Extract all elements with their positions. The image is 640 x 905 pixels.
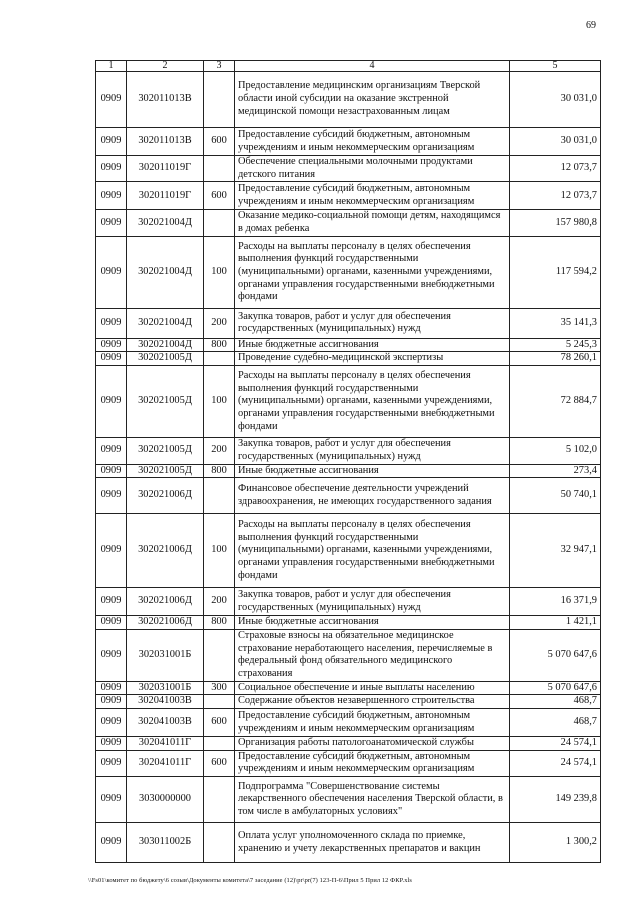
target-code-cell: 302021005Д [127, 366, 204, 438]
table-row [96, 182, 601, 210]
amount-cell: 468,7 [510, 695, 601, 709]
target-code-cell: 302021004Д [127, 210, 204, 236]
footer-file-path: \\Fs01\комитет по бюджету\6 созыв\Документы комитета\7 заседание (12)\pr\pr(7) 123-П-6\Прил 5 Прил 12 ФКР.xls [88, 877, 412, 884]
amount-cell: 35 141,3 [510, 308, 601, 338]
table-row [96, 588, 601, 616]
section-code-cell: 0909 [96, 352, 127, 366]
table-row [96, 210, 601, 236]
section-code-cell: 0909 [96, 366, 127, 438]
description-cell: Расходы на выплаты персоналу в целях обеспечения выполнения функций государственными (муниципальными) органами, казенными учреждениями, органами управления государственными внебюджетными фондами [235, 514, 510, 588]
expense-type-cell: 200 [204, 438, 235, 464]
expense-type-cell: 300 [204, 681, 235, 695]
section-code-cell: 0909 [96, 737, 127, 751]
page-number: 69 [586, 20, 596, 31]
expense-type-cell [204, 629, 235, 681]
section-code-cell: 0909 [96, 681, 127, 695]
target-code-cell: 302021006Д [127, 616, 204, 630]
description-cell: Обеспечение специальными молочными продуктами детского питания [235, 156, 510, 182]
target-code-cell: 302021004Д [127, 308, 204, 338]
table-row [96, 338, 601, 352]
budget-table [95, 60, 601, 863]
amount-cell: 30 031,0 [510, 128, 601, 156]
amount-cell: 24 574,1 [510, 737, 601, 751]
table-row [96, 695, 601, 709]
description-cell: Иные бюджетные ассигнования [235, 464, 510, 478]
section-code-cell: 0909 [96, 156, 127, 182]
description-cell: Предоставление субсидий бюджетным, автономным учреждениям и иным некоммерческим организациям [235, 128, 510, 156]
target-code-cell: 302021006Д [127, 588, 204, 616]
expense-type-cell [204, 352, 235, 366]
amount-cell: 32 947,1 [510, 514, 601, 588]
table-row [96, 438, 601, 464]
description-cell: Предоставление медицинским организациям Тверской области иной субсидии на оказание экстренной медицинской помощи незастрахованным лицам [235, 72, 510, 128]
expense-type-cell: 100 [204, 514, 235, 588]
section-code-cell: 0909 [96, 629, 127, 681]
amount-cell: 12 073,7 [510, 182, 601, 210]
section-code-cell: 0909 [96, 72, 127, 128]
column-header: 4 [235, 61, 510, 72]
description-cell: Страховые взносы на обязательное медицинское страхование неработающего населения, перечисляемые в федеральный фонд обязательного медицинского страхования [235, 629, 510, 681]
section-code-cell: 0909 [96, 823, 127, 863]
expense-type-cell [204, 478, 235, 514]
section-code-cell: 0909 [96, 128, 127, 156]
expense-type-cell: 600 [204, 128, 235, 156]
amount-cell: 157 980,8 [510, 210, 601, 236]
description-cell: Закупка товаров, работ и услуг для обеспечения государственных (муниципальных) нужд [235, 438, 510, 464]
table-row [96, 464, 601, 478]
description-cell: Расходы на выплаты персоналу в целях обеспечения выполнения функций государственными (муниципальными) органами, казенными учреждениями, органами управления государственными внебюджетными фондами [235, 366, 510, 438]
expense-type-cell [204, 777, 235, 823]
amount-cell: 5 245,3 [510, 338, 601, 352]
section-code-cell: 0909 [96, 338, 127, 352]
description-cell: Содержание объектов незавершенного строительства [235, 695, 510, 709]
expense-type-cell [204, 737, 235, 751]
section-code-cell: 0909 [96, 750, 127, 776]
section-code-cell: 0909 [96, 464, 127, 478]
description-cell: Проведение судебно-медицинской экспертизы [235, 352, 510, 366]
expense-type-cell [204, 72, 235, 128]
target-code-cell: 302011013В [127, 72, 204, 128]
expense-type-cell [204, 823, 235, 863]
expense-type-cell: 800 [204, 464, 235, 478]
column-header: 1 [96, 61, 127, 72]
target-code-cell: 302021004Д [127, 338, 204, 352]
table-row [96, 629, 601, 681]
table-row [96, 737, 601, 751]
amount-cell: 5 070 647,6 [510, 681, 601, 695]
table-row [96, 777, 601, 823]
expense-type-cell: 800 [204, 338, 235, 352]
amount-cell: 1 421,1 [510, 616, 601, 630]
description-cell: Закупка товаров, работ и услуг для обеспечения государственных (муниципальных) нужд [235, 308, 510, 338]
description-cell: Закупка товаров, работ и услуг для обеспечения государственных (муниципальных) нужд [235, 588, 510, 616]
amount-cell: 468,7 [510, 709, 601, 737]
table-row [96, 514, 601, 588]
target-code-cell: 302041003В [127, 709, 204, 737]
expense-type-cell: 800 [204, 616, 235, 630]
amount-cell: 117 594,2 [510, 236, 601, 308]
expense-type-cell: 200 [204, 308, 235, 338]
target-code-cell: 302011019Г [127, 156, 204, 182]
target-code-cell: 302021006Д [127, 478, 204, 514]
section-code-cell: 0909 [96, 210, 127, 236]
target-code-cell: 302041011Г [127, 750, 204, 776]
amount-cell: 24 574,1 [510, 750, 601, 776]
table-row [96, 308, 601, 338]
target-code-cell: 302031001Б [127, 629, 204, 681]
table-header-row [96, 61, 601, 72]
amount-cell: 149 239,8 [510, 777, 601, 823]
target-code-cell: 302021005Д [127, 464, 204, 478]
amount-cell: 5 102,0 [510, 438, 601, 464]
description-cell: Предоставление субсидий бюджетным, автономным учреждениям и иным некоммерческим организациям [235, 709, 510, 737]
table-row [96, 366, 601, 438]
amount-cell: 5 070 647,6 [510, 629, 601, 681]
target-code-cell: 302031001Б [127, 681, 204, 695]
section-code-cell: 0909 [96, 616, 127, 630]
section-code-cell: 0909 [96, 308, 127, 338]
expense-type-cell: 200 [204, 588, 235, 616]
expense-type-cell [204, 156, 235, 182]
expense-type-cell: 600 [204, 182, 235, 210]
amount-cell: 78 260,1 [510, 352, 601, 366]
target-code-cell: 303011002Б [127, 823, 204, 863]
table-row [96, 352, 601, 366]
target-code-cell: 302041003В [127, 695, 204, 709]
section-code-cell: 0909 [96, 478, 127, 514]
target-code-cell: 302041011Г [127, 737, 204, 751]
section-code-cell: 0909 [96, 236, 127, 308]
table-row [96, 478, 601, 514]
amount-cell: 30 031,0 [510, 72, 601, 128]
expense-type-cell: 100 [204, 236, 235, 308]
table-row [96, 681, 601, 695]
table-row [96, 823, 601, 863]
section-code-cell: 0909 [96, 588, 127, 616]
section-code-cell: 0909 [96, 182, 127, 210]
description-cell: Финансовое обеспечение деятельности учреждений здравоохранения, не имеющих государственного задания [235, 478, 510, 514]
target-code-cell: 302021006Д [127, 514, 204, 588]
description-cell: Иные бюджетные ассигнования [235, 616, 510, 630]
column-header: 5 [510, 61, 601, 72]
table-row [96, 72, 601, 128]
expense-type-cell: 100 [204, 366, 235, 438]
expense-type-cell [204, 210, 235, 236]
amount-cell: 1 300,2 [510, 823, 601, 863]
target-code-cell: 302021005Д [127, 352, 204, 366]
target-code-cell: 302011019Г [127, 182, 204, 210]
table-row [96, 709, 601, 737]
section-code-cell: 0909 [96, 709, 127, 737]
description-cell: Подпрограмма "Совершенствование системы лекарственного обеспечения населения Тверской области, в том числе в амбулаторных условиях" [235, 777, 510, 823]
target-code-cell: 302021005Д [127, 438, 204, 464]
description-cell: Предоставление субсидий бюджетным, автономным учреждениям и иным некоммерческим организациям [235, 182, 510, 210]
description-cell: Организация работы патологоанатомической службы [235, 737, 510, 751]
amount-cell: 72 884,7 [510, 366, 601, 438]
table-row [96, 236, 601, 308]
target-code-cell: 3030000000 [127, 777, 204, 823]
table-row [96, 616, 601, 630]
table-row [96, 128, 601, 156]
table-row [96, 156, 601, 182]
table-row [96, 750, 601, 776]
section-code-cell: 0909 [96, 514, 127, 588]
description-cell: Предоставление субсидий бюджетным, автономным учреждениям и иным некоммерческим организациям [235, 750, 510, 776]
description-cell: Социальное обеспечение и иные выплаты населению [235, 681, 510, 695]
amount-cell: 273,4 [510, 464, 601, 478]
description-cell: Иные бюджетные ассигнования [235, 338, 510, 352]
section-code-cell: 0909 [96, 777, 127, 823]
column-header: 2 [127, 61, 204, 72]
column-header: 3 [204, 61, 235, 72]
amount-cell: 12 073,7 [510, 156, 601, 182]
target-code-cell: 302011013В [127, 128, 204, 156]
amount-cell: 16 371,9 [510, 588, 601, 616]
description-cell: Оказание медико-социальной помощи детям, находящимся в домах ребенка [235, 210, 510, 236]
description-cell: Оплата услуг уполномоченного склада по приемке, хранению и учету лекарственных препаратов и вакцин [235, 823, 510, 863]
section-code-cell: 0909 [96, 695, 127, 709]
expense-type-cell: 600 [204, 750, 235, 776]
amount-cell: 50 740,1 [510, 478, 601, 514]
section-code-cell: 0909 [96, 438, 127, 464]
expense-type-cell: 600 [204, 709, 235, 737]
target-code-cell: 302021004Д [127, 236, 204, 308]
expense-type-cell [204, 695, 235, 709]
description-cell: Расходы на выплаты персоналу в целях обеспечения выполнения функций государственными (муниципальными) органами, казенными учреждениями, органами управления государственными внебюджетными фондами [235, 236, 510, 308]
